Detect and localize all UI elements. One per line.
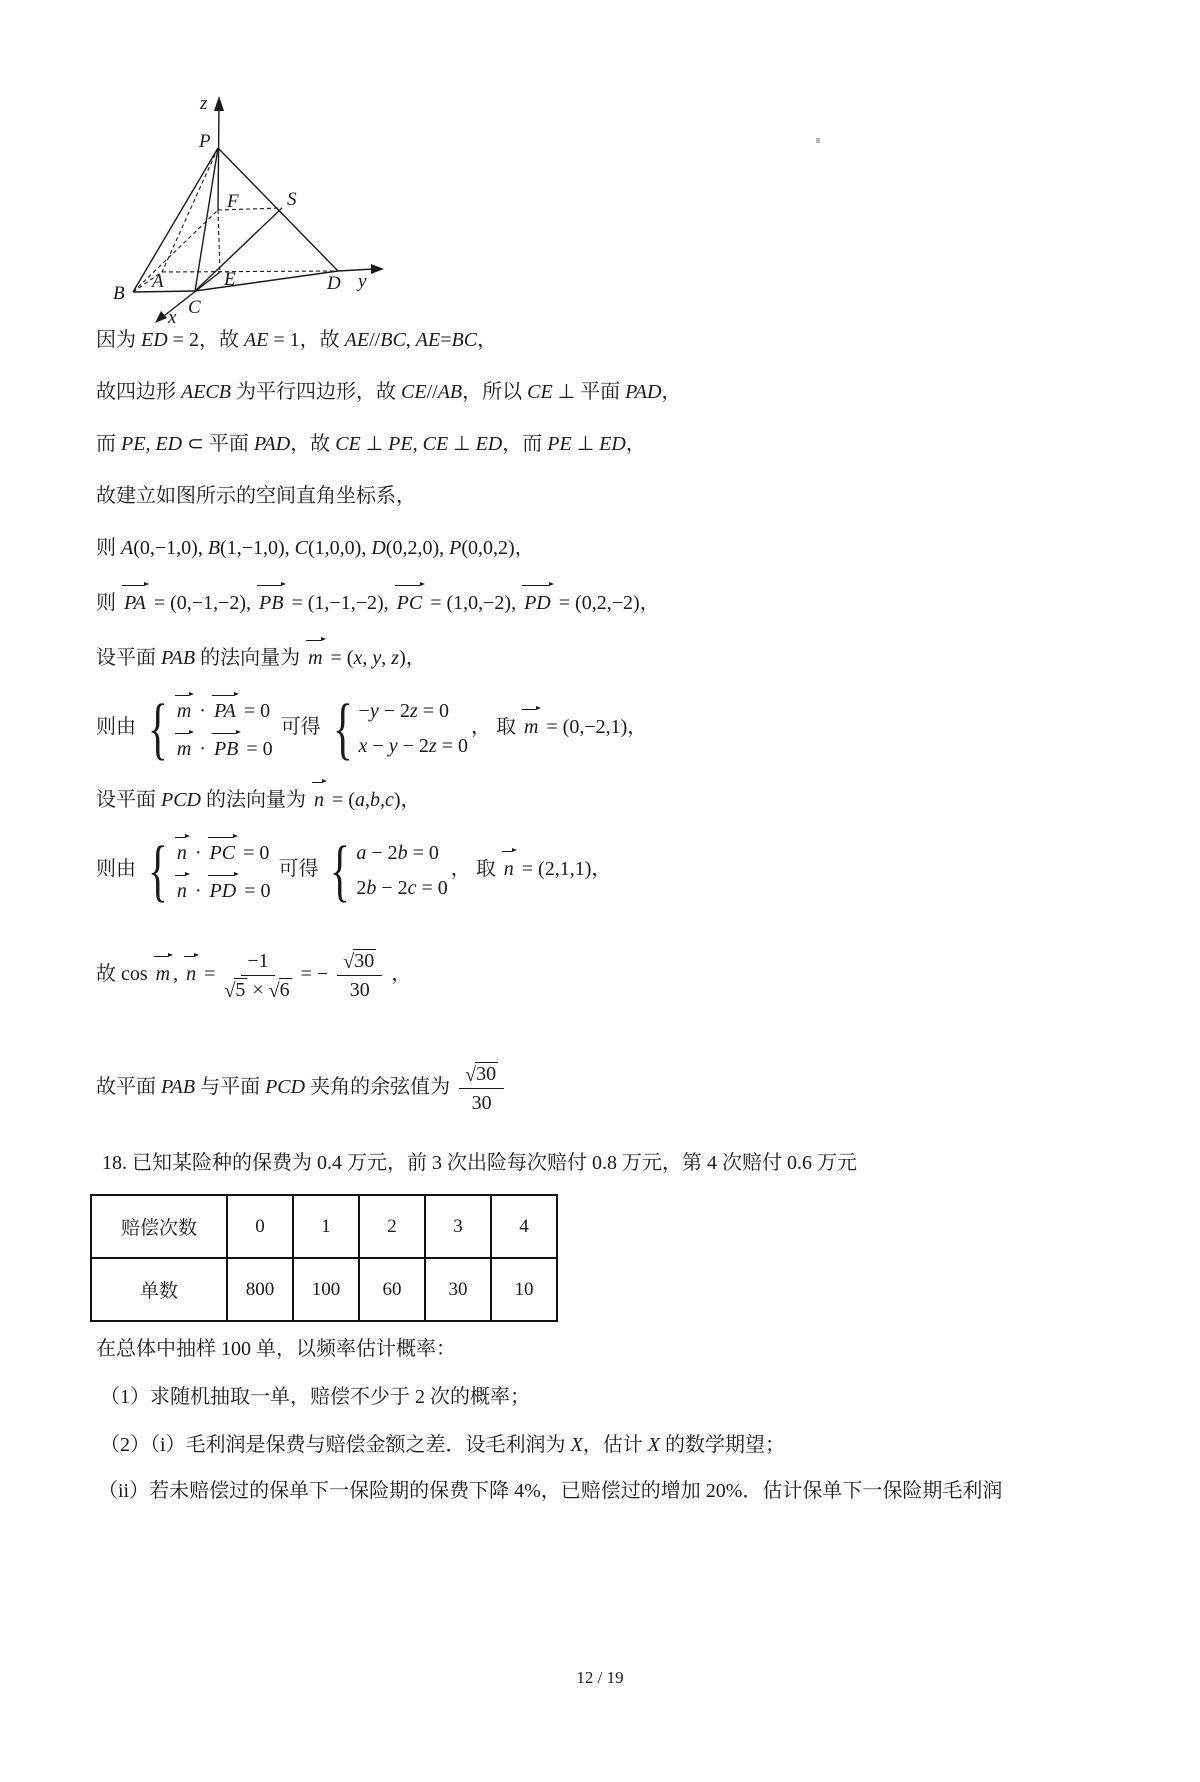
equation-system: { a − 2b = 0 2b − 2c = 0 <box>330 831 448 909</box>
problem18-intro: 18. 已知某险种的保费为 0.4 万元，前 3 次出险每次赔付 0.8 万元，第 4 次赔付 0.6 万元 <box>102 1152 857 1174</box>
problem18-note: 在总体中抽样 100 单，以频率估计概率： <box>96 1338 456 1360</box>
point-label-F: F <box>227 191 239 212</box>
sqrt: √ 6 <box>269 977 292 1003</box>
solution-line-8: 则由 { m · PA = 0 m · PB = 0 可得 { −y − 2z = 0 x − y − 2z = 0 ， 取 m = (0,−2,1)， <box>96 689 648 767</box>
axis-label-z: z <box>200 93 208 114</box>
brace: { <box>330 831 351 909</box>
solution-line-9: 设平面 PCD 的法向量为 n = (a,b,c)， <box>96 782 1120 815</box>
x-axis-arrow <box>155 311 167 323</box>
sqrt: √ 30 <box>465 1061 498 1087</box>
point-label-B: B <box>113 283 125 304</box>
table-cell: 800 <box>227 1258 293 1321</box>
table-cell: 3 <box>425 1195 491 1258</box>
brace: { <box>332 689 353 767</box>
sqrt: √ 5 <box>224 977 247 1003</box>
solution-line-6: 则 PA = (0,−1,−2), PB = (1,−1,−2), PC = (1,0,−2), PD = (0,2,−2)， <box>96 585 1120 618</box>
equation-system: { n · PC = 0 n · PD = 0 <box>147 831 271 909</box>
fraction: √ $\frac{30}{30}$ <box>459 1061 504 1116</box>
table-cell: 60 <box>359 1258 425 1321</box>
solution-line-2: 故四边形 AECB 为平行四边形，故 CE//AB，所以 CE ⊥ 平面 PAD， <box>96 381 682 403</box>
y-axis-arrow <box>371 264 384 274</box>
equation-system: { −y − 2z = 0 x − y − 2z = 0 <box>332 689 468 767</box>
stray-mark <box>816 138 820 143</box>
table-cell: 赔偿次数 <box>91 1195 227 1258</box>
solution-line-4: 故建立如图所示的空间直角坐标系， <box>96 485 416 507</box>
fraction: −1 √ 5 × √ 6 <box>224 948 291 1003</box>
brace: { <box>147 831 168 909</box>
problem18-part-2: （2）（i）毛利润是保费与赔偿金额之差．设毛利润为 X，估计 X 的数学期望； <box>100 1434 785 1456</box>
table-cell: 单数 <box>91 1258 227 1321</box>
point-label-P: P <box>199 131 211 152</box>
solution-line-1: 因为 ED = 2，故 AE = 1，故 AE//BC, AE=BC， <box>96 329 498 351</box>
fraction: √ $\frac{30}{30}$ <box>337 948 382 1003</box>
document-body <box>0 85 1200 1506</box>
axis-label-x: x <box>168 307 177 328</box>
table-cell: 10 <box>491 1258 557 1321</box>
table-row-header <box>91 1195 557 1258</box>
equation-system: { m · PA = 0 m · PB = 0 <box>147 689 273 767</box>
figure-drawing <box>100 85 420 325</box>
page-number: 12 / 19 <box>576 1668 624 1687</box>
solution-line-5: 则 A(0,−1,0), B(1,−1,0), C(1,0,0), D(0,2,0), P(0,0,2)， <box>96 537 535 559</box>
table-cell: 1 <box>293 1195 359 1258</box>
solution-line-12: 故平面 PAB 与平面 PCD 夹角的余弦值为 √ $\frac{30}{30}$ <box>96 1061 1120 1116</box>
problem18-part-3: （ii）若未赔偿过的保单下一保险期的保费下降 4%，已赔偿过的增加 20%．估计保单下一保险期毛利润 <box>98 1480 1003 1502</box>
z-axis-arrow <box>214 96 224 111</box>
solution-line-7: 设平面 PAB 的法向量为 m = (x, y, z)， <box>96 640 1120 673</box>
solution-line-11: 故 cos m , n = −1 √ 5 × √ 6 = − √ $\frac{30}{30}$ ， <box>96 948 1120 1003</box>
table-cell: 4 <box>491 1195 557 1258</box>
compensation-table <box>90 1194 558 1322</box>
table-cell: 30 <box>425 1258 491 1321</box>
table-cell: 0 <box>227 1195 293 1258</box>
solution-line-10: 则由 { n · PC = 0 n · PD = 0 可得 { a − 2b = 0 2b − 2c = 0 ， 取 n = (2,1,1)， <box>96 831 612 909</box>
axis-label-y: y <box>358 271 367 292</box>
point-label-A: A <box>152 271 164 292</box>
point-label-S: S <box>287 189 297 210</box>
table-cell: 2 <box>359 1195 425 1258</box>
solution-line-3: 而 PE, ED ⊂ 平面 PAD，故 CE ⊥ PE, CE ⊥ ED，而 PE ⊥ ED， <box>96 433 646 455</box>
coordinate-figure <box>100 85 420 328</box>
brace: { <box>147 689 168 767</box>
point-label-C: C <box>188 297 201 318</box>
point-label-D: D <box>327 273 341 294</box>
table-cell: 100 <box>293 1258 359 1321</box>
point-label-E: E <box>224 269 236 290</box>
problem18-part-1: （1）求随机抽取一单，赔偿不少于 2 次的概率； <box>100 1386 530 1408</box>
sqrt: √ 30 <box>343 948 376 974</box>
table-row-values <box>91 1258 557 1321</box>
